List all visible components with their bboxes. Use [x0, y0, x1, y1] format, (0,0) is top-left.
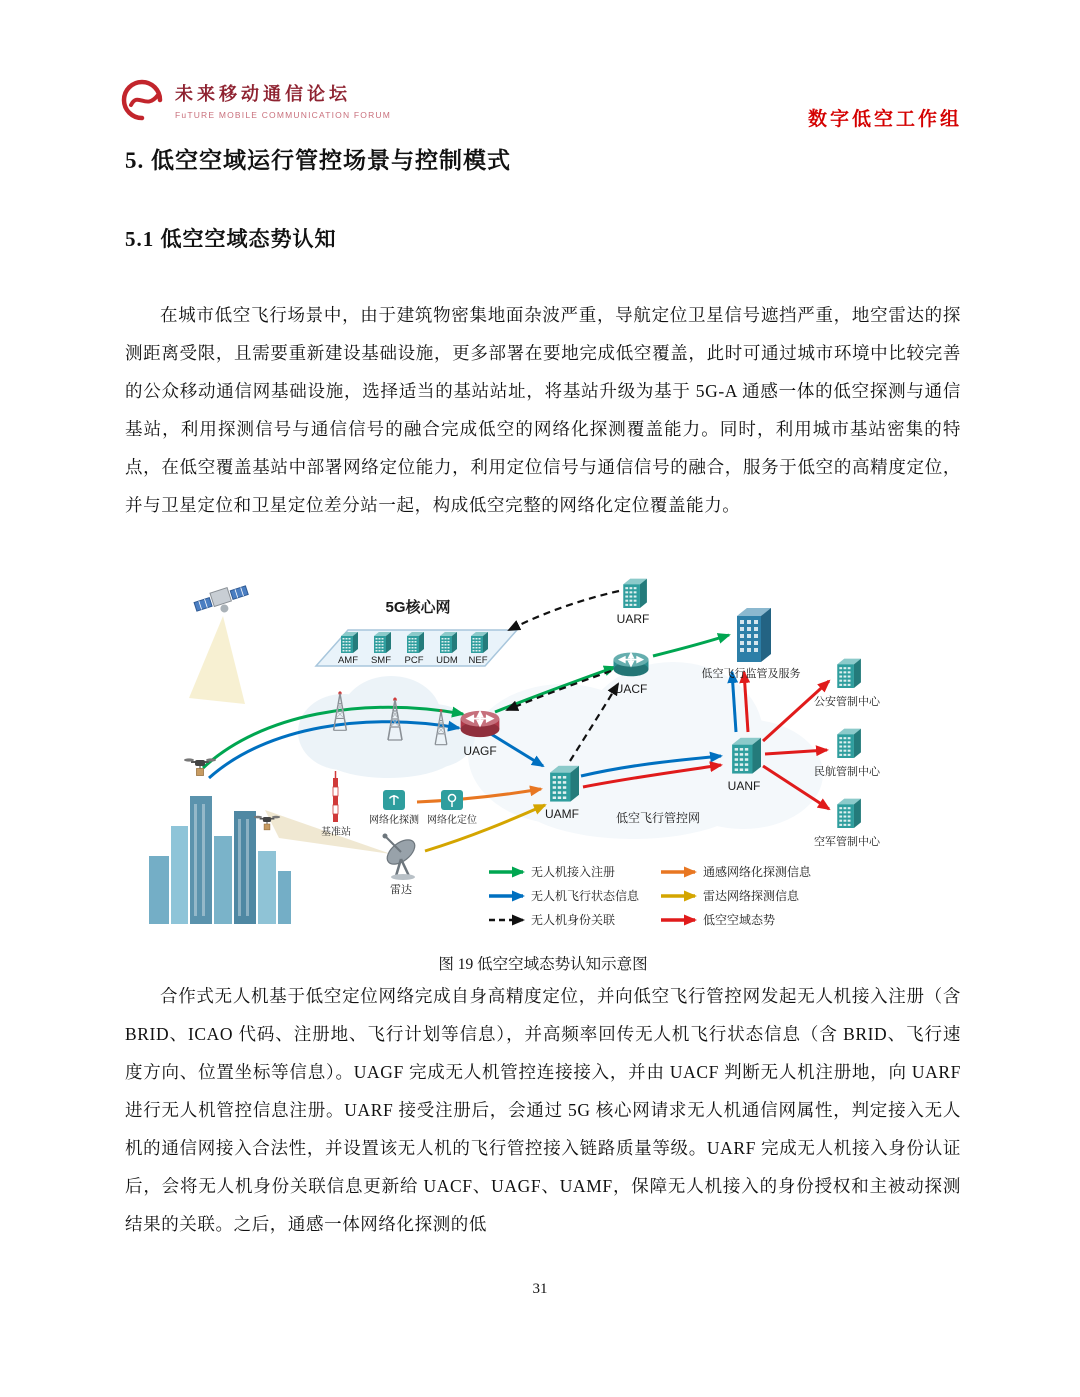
control-network-label: 低空飞行管控网	[615, 811, 701, 825]
figure-caption: 图 19 低空空域态势认知示意图	[438, 956, 648, 973]
paragraph-2: 合作式无人机基于低空定位网络完成自身高精度定位，并向低空飞行管控网发起无人机接入注册（含 BRID、ICAO 代码、注册地、飞行计划等信息），并高频率回传无人机飞行状态信息（含 BRID、飞行速度方向、位置坐标等信息）。UAGF 完成无人机管控连接接入，并由 UACF 判断无人机注册地，向 UARF 进行无人机管控信息注册。UARF 接受注册后，会通过 5G 核心网请求无人机通信网属性，判定接入无人机的通信网接入合法性，并设置该无人机的飞行管控接入链路质量等级。UARF 完成无人机接入身份认证后，会将无人机身份关联信息更新给 UACF、UAGF、UAMF，保障无人机接入的身份授权和主被动探测结果的关联。之后，通感一体网络化探测的低	[125, 986, 961, 1234]
legend-item	[661, 864, 812, 879]
nef-server-icon	[471, 632, 488, 653]
figure-19-diagram	[133, 564, 953, 944]
legend-label: 通感网络化探测信息	[703, 865, 812, 879]
uagf-label: UAGF	[463, 744, 497, 758]
base-station-label: 基准站	[321, 827, 351, 838]
arrow-identity	[509, 591, 619, 630]
figure-19	[125, 564, 961, 974]
uamf-label: UAMF	[545, 807, 579, 821]
paragraph-1: 在城市低空飞行场景中，由于建筑物密集地面杂波严重，导航定位卫星信号遮挡严重，地空雷达的探测距离受限，且需要重新建设基础设施，更多部署在要地完成低空覆盖，此时可通过城市环境中比较完善的公众移动通信网基础设施，选择适当的基站站址，将基站升级为基于 5G-A 通感一体的低空探测与通信基站，利用探测信号与通信信号的融合完成低空的网络化探测覆盖能力。同时，利用城市基站密集的特点，在低空覆盖基站中部署网络定位能力，利用定位信号与通信信号的融合，服务于低空的高精度定位，并与卫星定位和卫星定位差分站一起，构成低空完整的网络化定位覆盖能力。	[125, 305, 961, 515]
civil-center-label: 民航管制中心	[814, 766, 880, 778]
legend-item	[489, 864, 615, 879]
udm-server-icon	[440, 632, 457, 653]
page-header	[118, 76, 962, 131]
legend-item	[661, 888, 800, 903]
core-network-label: 5G核心网	[385, 599, 451, 616]
section-title: 5. 低空空域运行管控场景与控制模式	[125, 148, 511, 173]
udm-label: UDM	[436, 655, 458, 666]
arrow-register	[653, 635, 729, 656]
military-center-icon	[837, 799, 861, 828]
civil-center-icon	[837, 729, 861, 758]
smf-label: SMF	[370, 655, 392, 666]
uacf-router-icon	[614, 653, 649, 677]
uarf-server-icon	[623, 579, 647, 608]
nef-label: NEF	[468, 655, 488, 666]
drone-icon	[184, 758, 216, 775]
legend-label: 低空空域态势	[703, 913, 776, 927]
military-center-label: 空军管制中心	[814, 836, 880, 848]
pcf-label: PCF	[404, 655, 424, 666]
legend-label: 无人机接入注册	[531, 865, 616, 879]
network-positioning-icon	[441, 790, 463, 810]
network-detection-label: 网络化探测	[369, 815, 419, 826]
diagram-legend	[489, 864, 812, 927]
legend-item	[489, 912, 615, 927]
radar-label: 雷达	[390, 884, 412, 896]
uamf-server-icon	[550, 766, 579, 802]
legend-label: 雷达网络探测信息	[703, 889, 800, 903]
workgroup-label: 数字低空工作组	[807, 109, 962, 130]
logo-title: 未来移动通信论坛	[175, 84, 351, 104]
uarf-label: UARF	[616, 612, 650, 626]
uanf-label: UANF	[727, 779, 761, 793]
subsection-title: 5.1 低空空域态势认知	[125, 227, 337, 251]
forum-logo-icon	[118, 76, 166, 124]
uagf-router-icon	[461, 711, 500, 737]
smf-server-icon	[374, 632, 391, 653]
supervision-label: 低空飞行监管及服务	[701, 668, 801, 680]
forum-logo-text	[175, 80, 391, 120]
radar-icon	[383, 834, 420, 881]
supervision-building-icon	[737, 608, 771, 662]
logo-subtitle: FuTURE MOBILE COMMUNICATION FORUM	[175, 110, 392, 120]
police-center-icon	[837, 659, 861, 688]
pcf-server-icon	[407, 632, 424, 653]
network-positioning-label: 网络化定位	[427, 815, 477, 826]
legend-item	[489, 888, 640, 903]
arrow-radar	[425, 805, 545, 851]
base-station-icon	[333, 771, 338, 822]
forum-logo	[118, 76, 391, 124]
arrow-situation	[763, 681, 829, 741]
satellite-icon	[193, 582, 251, 621]
legend-label: 无人机飞行状态信息	[531, 889, 640, 903]
amf-label: AMF	[337, 655, 359, 666]
legend-label: 无人机身份关联	[531, 913, 616, 927]
uanf-server-icon	[732, 738, 761, 774]
page-number: 31	[532, 1281, 548, 1297]
amf-server-icon	[341, 632, 358, 653]
network-detection-icon	[383, 790, 405, 810]
police-center-label: 公安管制中心	[814, 696, 880, 708]
satellite-beam	[189, 616, 245, 704]
uacf-label: UACF	[614, 682, 648, 696]
legend-item	[661, 912, 775, 927]
